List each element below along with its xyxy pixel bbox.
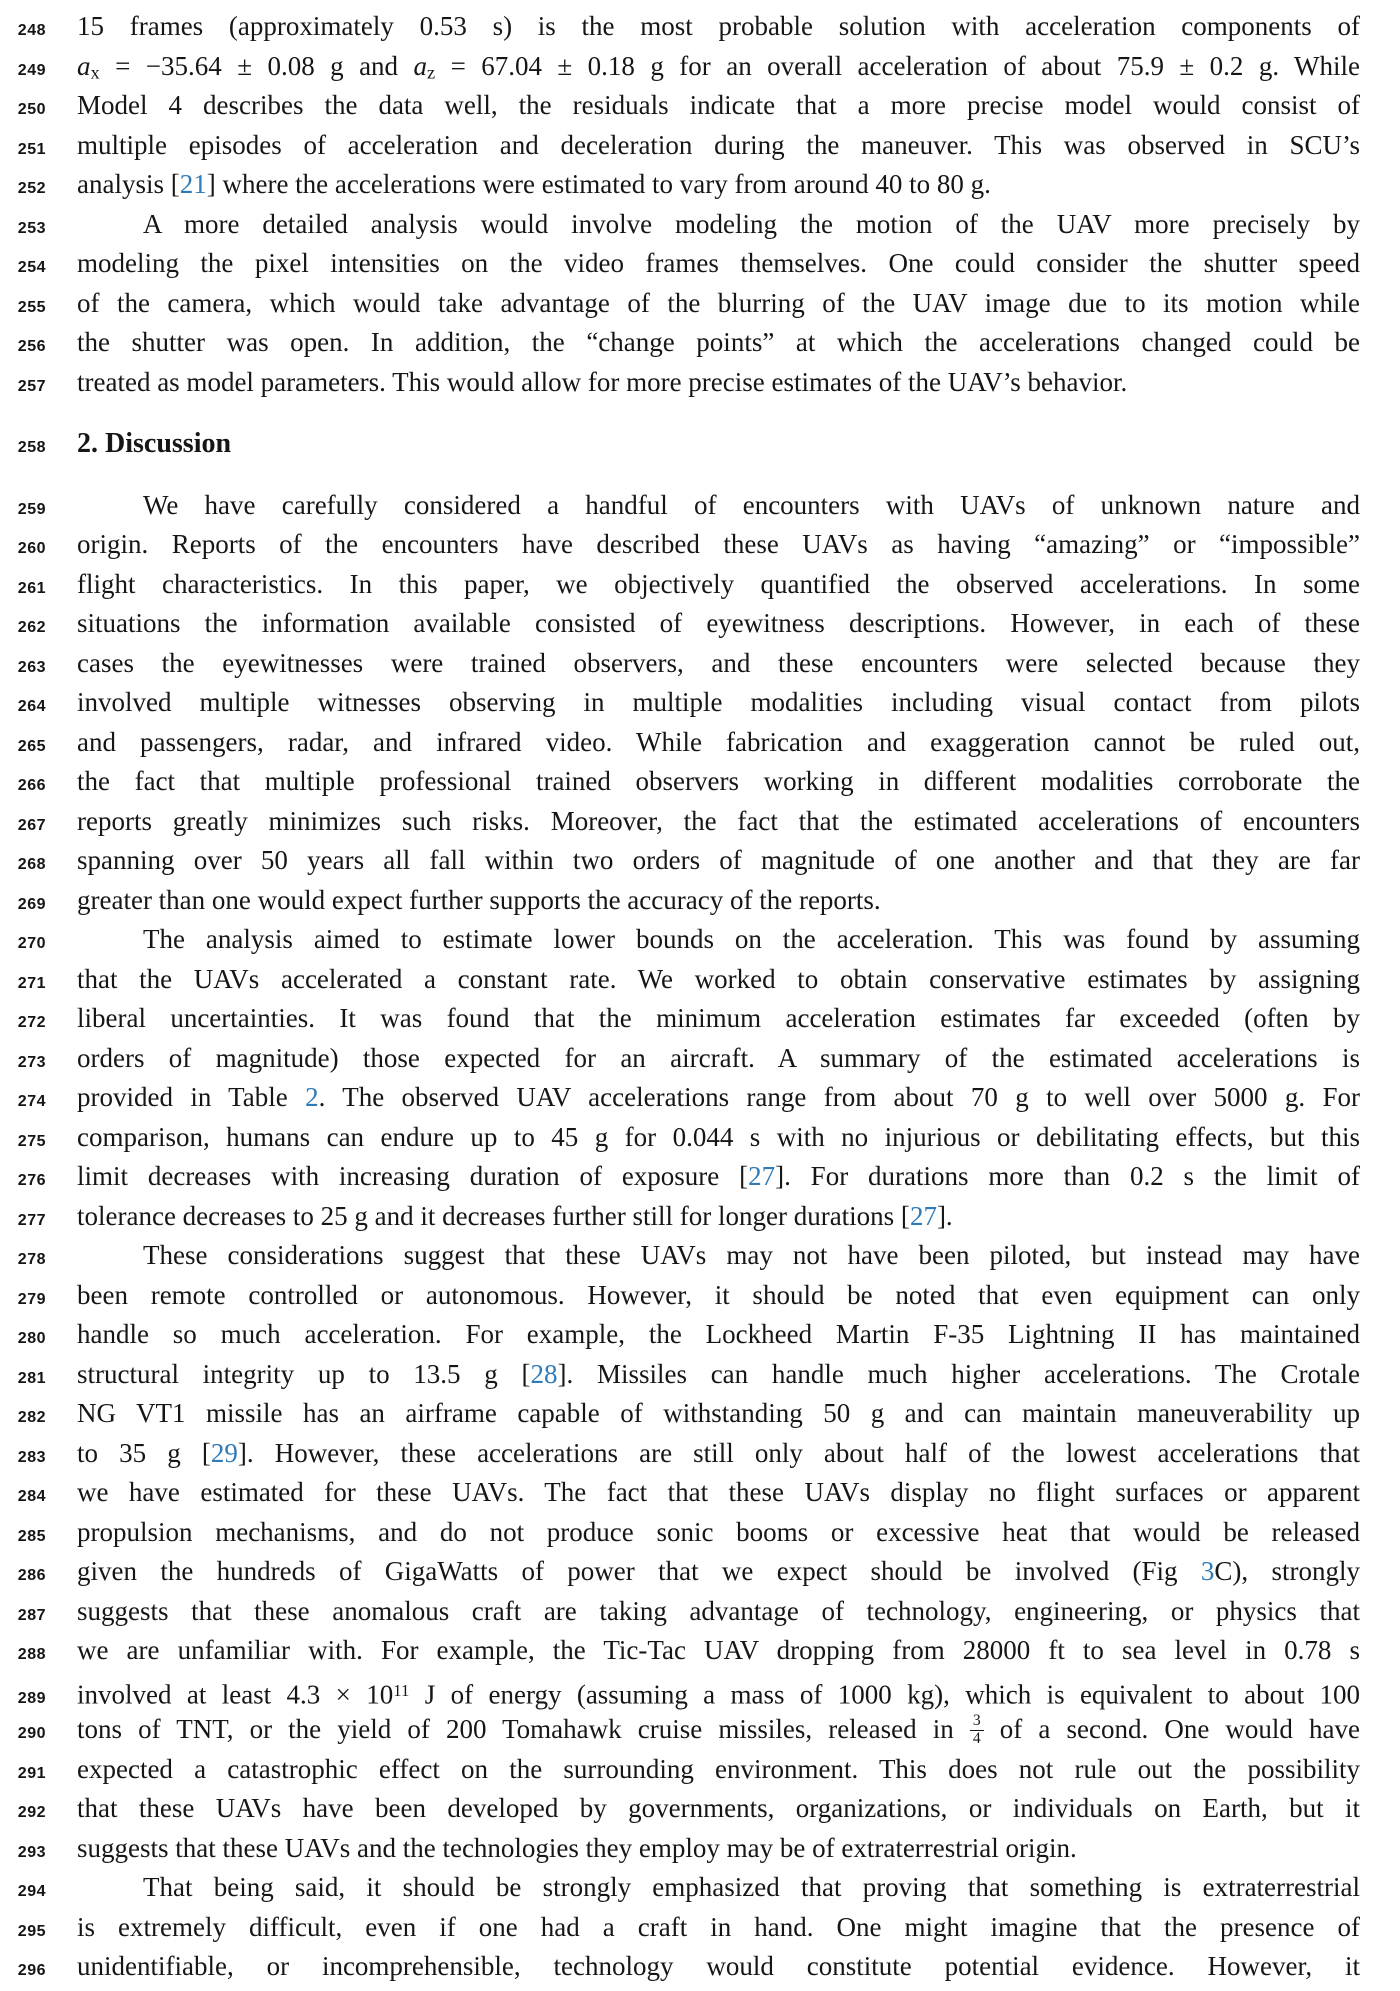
line-number: 281 (17, 1369, 46, 1387)
text-segment: liberal uncertainties. It was found that the minimum acceleration estimates far exceeded (often by (77, 1003, 1360, 1033)
text-line (0, 762, 1360, 802)
line-text (77, 47, 1360, 87)
line-text (77, 1355, 1360, 1395)
line-number: 269 (17, 895, 46, 913)
line-text (77, 1671, 1360, 1711)
text-segment: is extremely difficult, even if one had a craft in hand. One might imagine that the presence of (77, 1911, 1360, 1942)
line-text (77, 1710, 1360, 1750)
line-text (77, 644, 1360, 684)
text-line (0, 1868, 1360, 1908)
text-segment: ]. (936, 1200, 953, 1231)
line-number: 276 (17, 1172, 46, 1189)
text-line (0, 1236, 1360, 1276)
text-line (0, 1750, 1360, 1790)
line-text (77, 1078, 1360, 1118)
text-line (0, 1315, 1360, 1355)
text-line (0, 841, 1360, 881)
line-text (77, 762, 1360, 802)
text-line (0, 1947, 1360, 1987)
text-segment: unidentifiable, or incomprehensible, technology would constitute potential evidence. However, it (77, 1951, 1360, 1981)
text-line (0, 920, 1360, 960)
text-segment: we have estimated for these UAVs. The fact that these UAVs display no flight surfaces or apparent (77, 1477, 1360, 1507)
text-segment: reports greatly minimizes such risks. Moreover, the fact that the estimated accelerations of encounters (77, 805, 1360, 836)
text-segment: origin. Reports of the encounters have described these UAVs as having “amazing” or “impossible” (77, 529, 1360, 559)
text-segment: that the UAVs accelerated a constant rate. We worked to obtain conservative estimates by assigning (77, 963, 1360, 994)
text-line (0, 244, 1360, 284)
text-segment: analysis [ (77, 169, 180, 199)
line-number: 273 (17, 1053, 46, 1071)
text-segment: suggests that these UAVs and the technologies they employ may be of extraterrestrial origin. (77, 1832, 1077, 1863)
line-number: 249 (17, 61, 46, 79)
citation-link[interactable]: 28 (530, 1358, 558, 1389)
text-line (0, 1671, 1360, 1711)
line-number: 294 (17, 1883, 46, 1900)
line-number: 292 (17, 1804, 46, 1821)
text-segment: J of energy (assuming a mass of 1000 kg), which is equivalent to about 100 (409, 1679, 1360, 1710)
text-line (0, 960, 1360, 1000)
line-number: 251 (17, 140, 46, 158)
text-segment: tolerance decreases to 25 g and it decreases further still for longer durations [ (77, 1200, 910, 1231)
text-segment: A more detailed analysis would involve modeling the motion of the UAV more precisely by (143, 208, 1360, 239)
math-superscript: 11 (393, 1680, 410, 1700)
text-segment: 2. Discussion (77, 428, 232, 459)
text-line (0, 1118, 1360, 1158)
line-text (77, 1276, 1360, 1316)
line-number: 278 (17, 1251, 46, 1268)
line-number: 264 (17, 698, 46, 715)
text-segment: cases the eyewitnesses were trained observers, and these encounters were selected because they (77, 647, 1360, 678)
line-text (77, 723, 1360, 763)
text-segment: involved multiple witnesses observing in multiple modalities including visual contact from pilots (77, 687, 1360, 717)
line-text (77, 165, 1360, 205)
line-number: 296 (17, 1962, 46, 1979)
text-line (0, 683, 1360, 723)
text-line (0, 881, 1360, 921)
line-number: 259 (17, 500, 46, 518)
text-line (0, 1592, 1360, 1632)
line-text (77, 1750, 1360, 1790)
line-text (77, 86, 1360, 126)
text-line (0, 723, 1360, 763)
text-segment: tons of TNT, or the yield of 200 Tomahawk cruise missiles, released in (77, 1714, 970, 1744)
math-variable: a (413, 50, 427, 81)
line-text (77, 920, 1360, 960)
line-number: 252 (17, 180, 46, 197)
line-text (77, 960, 1360, 1000)
text-line (0, 1908, 1360, 1948)
text-segment: = −35.64 ± 0.08 g and (99, 50, 414, 81)
line-text (77, 802, 1360, 842)
line-text (77, 1315, 1360, 1355)
line-number: 255 (17, 298, 46, 316)
line-text (77, 1434, 1360, 1474)
line-text (77, 126, 1360, 166)
text-segment: that these UAVs have been developed by governments, organizations, or individuals on Earth, but it (77, 1793, 1360, 1823)
line-number: 279 (17, 1290, 46, 1308)
text-segment: ]. For durations more than 0.2 s the limit of (775, 1161, 1360, 1191)
line-number: 267 (17, 816, 46, 834)
text-segment: C), strongly (1214, 1556, 1360, 1586)
line-text (77, 1039, 1360, 1079)
text-line (0, 1197, 1360, 1237)
line-number: 265 (17, 737, 46, 755)
text-line (0, 1276, 1360, 1316)
text-line (0, 802, 1360, 842)
line-text (77, 604, 1360, 644)
line-number: 275 (17, 1132, 46, 1150)
line-number: 286 (17, 1567, 46, 1584)
text-line (0, 363, 1360, 403)
text-segment: we are unfamiliar with. For example, the Tic-Tac UAV dropping from 28000 ft to sea level in 0.78 s (77, 1635, 1360, 1665)
text-line (0, 1434, 1360, 1474)
line-number: 263 (17, 658, 46, 676)
line-text (77, 881, 1360, 921)
citation-link[interactable]: 3 (1200, 1556, 1215, 1586)
text-segment: Model 4 describes the data well, the residuals indicate that a more precise model would consist of (77, 90, 1360, 120)
text-segment: flight characteristics. In this paper, we objectively quantified the observed accelerations. In some (77, 568, 1360, 599)
text-segment: 15 frames (approximately 0.53 s) is the most probable solution with acceleration components of (77, 11, 1360, 41)
text-line (0, 1039, 1360, 1079)
line-number: 254 (17, 259, 46, 276)
line-text (77, 1789, 1360, 1829)
text-line (0, 205, 1360, 245)
text-segment: ] where the accelerations were estimated to vary from around 40 to 80 g. (206, 169, 991, 199)
text-line (0, 1394, 1360, 1434)
text-segment: and passengers, radar, and infrared video. While fabrication and exaggeration cannot be ruled out, (77, 726, 1360, 757)
section-heading-row (0, 424, 1360, 464)
text-line (0, 1789, 1360, 1829)
text-line (0, 604, 1360, 644)
line-number: 295 (17, 1922, 46, 1940)
text-segment: We have carefully considered a handful of encounters with UAVs of unknown nature and (143, 489, 1360, 520)
citation-link[interactable]: 27 (909, 1200, 937, 1231)
line-number: 283 (17, 1448, 46, 1466)
text-segment: ]. Missiles can handle much higher accelerations. The Crotale (557, 1358, 1360, 1389)
citation-link[interactable]: 21 (179, 169, 207, 199)
text-segment: treated as model parameters. This would allow for more precise estimates of the UAV’s behavior. (77, 366, 1128, 397)
text-segment: of a second. One would have (983, 1714, 1360, 1744)
text-body (0, 7, 1360, 1987)
line-number: 290 (17, 1725, 46, 1742)
line-number: 268 (17, 856, 46, 873)
text-line (0, 86, 1360, 126)
line-text (77, 1473, 1360, 1513)
line-number: 284 (17, 1488, 46, 1505)
text-segment: comparison, humans can endure up to 45 g for 0.044 s with no injurious or debilitating effects, but this (77, 1121, 1360, 1152)
line-text (77, 1197, 1360, 1237)
line-number: 285 (17, 1527, 46, 1545)
text-line (0, 565, 1360, 605)
text-segment: These considerations suggest that these UAVs may not have been piloted, but instead may have (143, 1240, 1360, 1270)
line-text (77, 1118, 1360, 1158)
line-text (77, 1908, 1360, 1948)
line-text (77, 363, 1360, 403)
math-subscript: z (426, 61, 436, 82)
line-number: 253 (17, 219, 46, 237)
line-text (77, 284, 1360, 324)
text-segment: the fact that multiple professional trained observers working in different modalities corroborate the (77, 766, 1360, 796)
line-number: 248 (17, 22, 46, 39)
text-segment: ]. However, these accelerations are still only about half of the lowest accelerations that (237, 1437, 1360, 1468)
line-text (77, 565, 1360, 605)
text-segment: structural integrity up to 13.5 g [ (77, 1358, 531, 1389)
text-segment: to 35 g [ (77, 1437, 211, 1468)
line-number: 282 (17, 1409, 46, 1426)
text-line (0, 323, 1360, 363)
line-text (77, 1552, 1360, 1592)
line-number: 271 (17, 974, 46, 992)
text-line (0, 644, 1360, 684)
text-segment: The analysis aimed to estimate lower bounds on the acceleration. This was found by assuming (143, 924, 1360, 954)
text-segment: . The observed UAV accelerations range from about 70 g to well over 5000 g. For (318, 1082, 1360, 1112)
text-segment: given the hundreds of GigaWatts of power that we expect should be involved (Fig (77, 1556, 1201, 1586)
text-line (0, 1473, 1360, 1513)
line-number: 250 (17, 101, 46, 118)
line-number: 266 (17, 777, 46, 794)
text-line (0, 1829, 1360, 1869)
line-text (77, 323, 1360, 363)
text-segment: = 67.04 ± 0.18 g for an overall acceleration of about 75.9 ± 0.2 g. While (435, 50, 1360, 81)
text-line (0, 1552, 1360, 1592)
line-number: 288 (17, 1646, 46, 1663)
line-number: 270 (17, 935, 46, 952)
text-line (0, 1355, 1360, 1395)
line-number: 258 (17, 439, 46, 456)
line-text (77, 841, 1360, 881)
line-number: 287 (17, 1606, 46, 1624)
text-line (0, 1157, 1360, 1197)
text-segment: orders of magnitude) those expected for an aircraft. A summary of the estimated accelerations is (77, 1042, 1360, 1073)
citation-link[interactable]: 27 (748, 1161, 776, 1191)
text-segment: expected a catastrophic effect on the surrounding environment. This does not rule out the possibility (77, 1753, 1360, 1784)
text-line (0, 1513, 1360, 1553)
text-segment: suggests that these anomalous craft are taking advantage of technology, engineering, or physics that (77, 1595, 1360, 1626)
math-variable: a (77, 50, 91, 81)
text-segment: That being said, it should be strongly emphasized that proving that something is extraterrestrial (143, 1872, 1360, 1902)
text-segment: of the camera, which would take advantage of the blurring of the UAV image due to its motion while (77, 287, 1360, 318)
text-segment: limit decreases with increasing duration of exposure [ (77, 1161, 749, 1191)
text-segment: been remote controlled or autonomous. However, it should be noted that even equipment can only (77, 1279, 1360, 1310)
text-line (0, 1631, 1360, 1671)
line-text (77, 7, 1360, 47)
math-subscript: x (90, 61, 100, 82)
text-segment: greater than one would expect further supports the accuracy of the reports. (77, 884, 881, 915)
line-text (77, 1592, 1360, 1632)
citation-link[interactable]: 2 (305, 1082, 319, 1112)
text-segment: the shutter was open. In addition, the “change points” at which the accelerations changed could be (77, 327, 1360, 357)
line-number: 293 (17, 1843, 46, 1861)
text-segment: NG VT1 missile has an airframe capable of withstanding 50 g and can maintain maneuverability up (77, 1398, 1360, 1428)
text-segment: handle so much acceleration. For example, the Lockheed Martin F-35 Lightning II has maintained (77, 1319, 1360, 1349)
line-number: 256 (17, 338, 46, 355)
text-segment: multiple episodes of acceleration and deceleration during the maneuver. This was observed in SCU’s (77, 129, 1360, 160)
line-text (77, 1947, 1360, 1987)
text-line (0, 1710, 1360, 1750)
line-number: 291 (17, 1764, 46, 1782)
line-text (77, 1513, 1360, 1553)
line-number: 261 (17, 579, 46, 597)
text-line (0, 1078, 1360, 1118)
line-text (77, 1631, 1360, 1671)
line-text (77, 1829, 1360, 1869)
text-segment: involved at least 4.3 × 10 (77, 1679, 394, 1710)
section-heading (77, 424, 1360, 464)
text-segment: provided in Table (77, 1082, 306, 1112)
stacked-fraction: $\frac{3}{4}$ (970, 1713, 984, 1747)
text-segment: spanning over 50 years all fall within two orders of magnitude of one another and that they are far (77, 845, 1360, 875)
text-segment: modeling the pixel intensities on the video frames themselves. One could consider the shutter speed (77, 248, 1360, 278)
line-text (77, 1157, 1360, 1197)
line-text (77, 205, 1360, 245)
line-text (77, 525, 1360, 565)
line-text (77, 1868, 1360, 1908)
text-line (0, 126, 1360, 166)
line-text (77, 1394, 1360, 1434)
text-line (0, 284, 1360, 324)
line-number: 272 (17, 1014, 46, 1031)
line-number: 274 (17, 1093, 46, 1110)
text-line (0, 47, 1360, 87)
line-text (77, 486, 1360, 526)
line-number: 280 (17, 1330, 46, 1347)
line-text (77, 683, 1360, 723)
text-line (0, 165, 1360, 205)
text-segment: propulsion mechanisms, and do not produce sonic booms or excessive heat that would be released (77, 1516, 1360, 1547)
line-number: 260 (17, 540, 46, 557)
line-text (77, 999, 1360, 1039)
line-number: 257 (17, 377, 46, 395)
line-number: 289 (17, 1690, 46, 1708)
line-text (77, 244, 1360, 284)
text-line (0, 525, 1360, 565)
citation-link[interactable]: 29 (210, 1437, 238, 1468)
line-text (77, 1236, 1360, 1276)
line-number: 277 (17, 1211, 46, 1229)
line-number: 262 (17, 619, 46, 636)
text-line (0, 999, 1360, 1039)
text-line (0, 7, 1360, 47)
text-line (0, 486, 1360, 526)
text-segment: situations the information available consisted of eyewitness descriptions. However, in each of these (77, 608, 1360, 638)
